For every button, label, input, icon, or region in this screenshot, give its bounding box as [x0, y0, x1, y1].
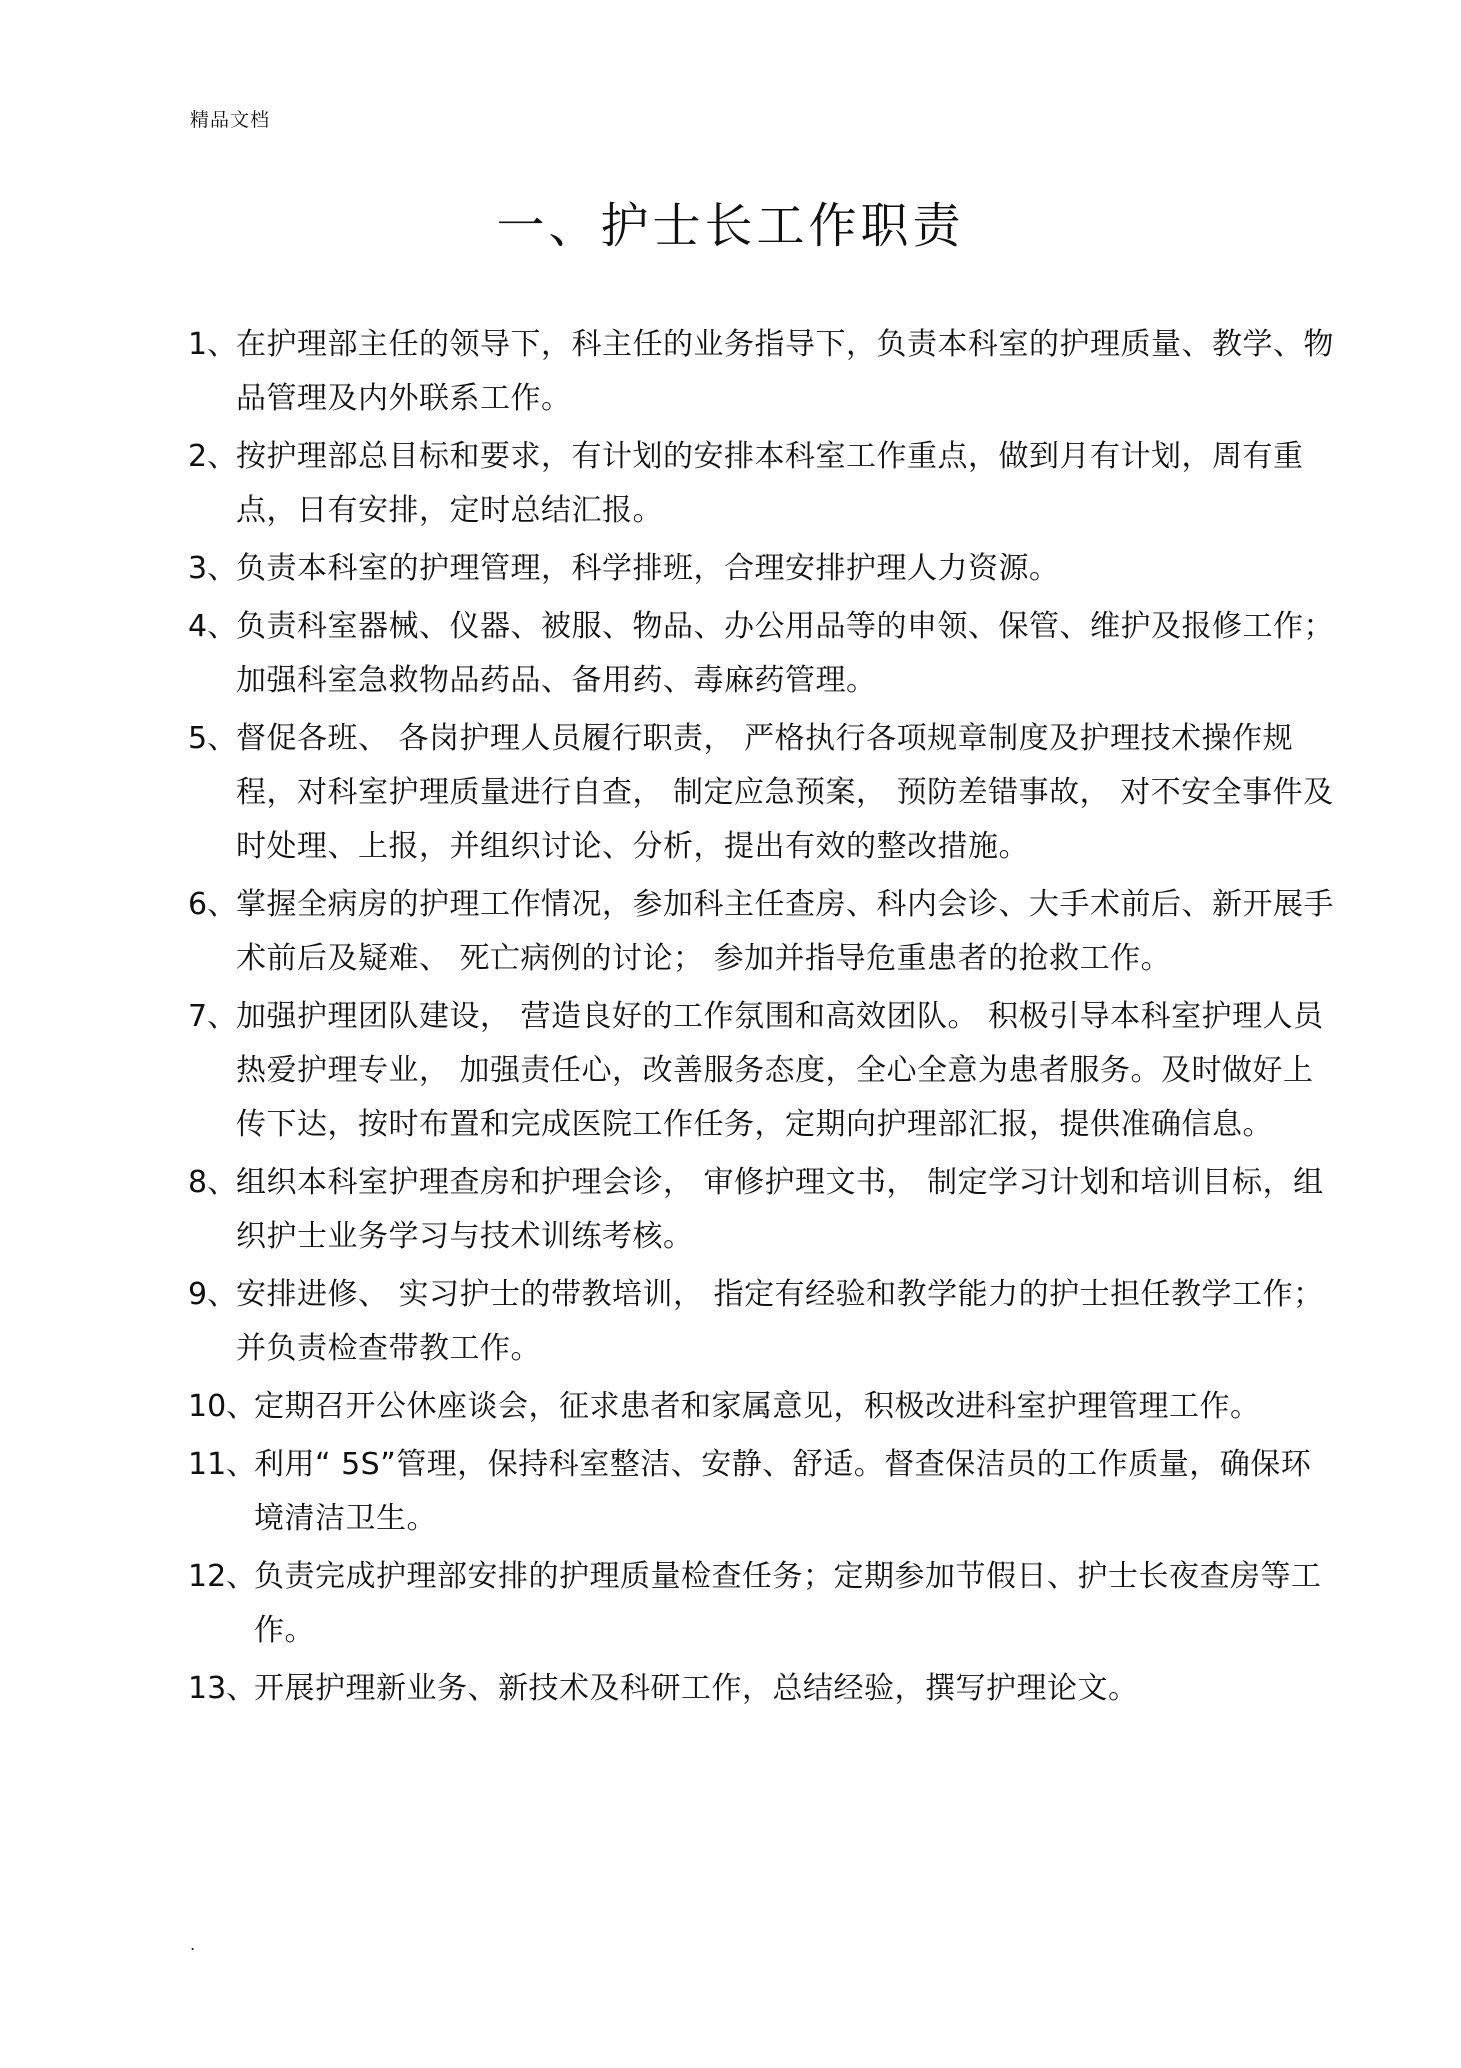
duty-number: 10、: [188, 1389, 257, 1424]
duty-item-9: [188, 1268, 1338, 1376]
duty-text: 开展护理新业务、新技术及科研工作，总结经验，撰写护理论文。: [254, 1671, 1139, 1706]
duty-number: 3、: [188, 551, 238, 586]
duty-text: 组织本科室护理查房和护理会诊， 审修护理文书， 制定学习计划和培训目标，组织护士业务学习与技术训练考核。: [236, 1165, 1324, 1254]
duty-text: 安排进修、 实习护士的带教培训， 指定有经验和教学能力的护士担任教学工作；并负责检查带教工作。: [236, 1277, 1324, 1366]
duty-number: 1、: [188, 327, 238, 362]
duty-text: 定期召开公休座谈会，征求患者和家属意见，积极改进科室护理管理工作。: [254, 1389, 1261, 1424]
footer-mark: .: [190, 1935, 196, 1954]
duty-item-7: [188, 990, 1338, 1152]
duty-number: 6、: [188, 887, 238, 922]
duty-item-8: [188, 1156, 1338, 1264]
duty-text: 加强护理团队建设， 营造良好的工作氛围和高效团队。 积极引导本科室护理人员热爱护理专业， 加强责任心，改善服务态度，全心全意为患者服务。及时做好上传下达，按时布置和完成医院工作任务，定期向护理部汇报，提供准确信息。: [236, 999, 1324, 1142]
duty-number: 7、: [188, 999, 238, 1034]
duty-text: 负责科室器械、仪器、被服、物品、办公用品等的申领、保管、维护及报修工作；加强科室急救物品药品、备用药、毒麻药管理。: [236, 609, 1334, 698]
duty-item-5: [188, 712, 1338, 874]
duty-text: 负责本科室的护理管理，科学排班，合理安排护理人力资源。: [236, 551, 1060, 586]
duty-number: 11、: [188, 1447, 257, 1482]
duty-text: 在护理部主任的领导下，科主任的业务指导下，负责本科室的护理质量、教学、物品管理及内外联系工作。: [236, 327, 1334, 416]
duty-number: 4、: [188, 609, 238, 644]
duty-item-4: [188, 600, 1338, 708]
duty-item-6: [188, 878, 1338, 986]
duty-number: 9、: [188, 1277, 238, 1312]
duty-item-11: [188, 1438, 1338, 1546]
duty-text: 督促各班、 各岗护理人员履行职责， 严格执行各项规章制度及护理技术操作规程，对科室护理质量进行自查， 制定应急预案， 预防差错事故， 对不安全事件及时处理、上报，并组织讨论、分析，提出有效的整改措施。: [236, 721, 1334, 864]
duty-list: [188, 318, 1338, 1720]
duty-item-1: [188, 318, 1338, 426]
document-title: 一、护士长工作职责: [496, 198, 965, 254]
header-label: 精品文档: [190, 109, 271, 131]
duty-text: 利用“ 5S”管理，保持科室整洁、安静、舒适。督查保洁员的工作质量，确保环境清洁卫生。: [254, 1447, 1312, 1536]
duty-number: 12、: [188, 1559, 257, 1594]
duty-text: 按护理部总目标和要求，有计划的安排本科室工作重点，做到月有计划，周有重点，日有安排，定时总结汇报。: [236, 439, 1304, 528]
duty-number: 13、: [188, 1671, 257, 1706]
duty-item-13: [188, 1662, 1338, 1716]
duty-number: 2、: [188, 439, 238, 474]
duty-item-12: [188, 1550, 1338, 1658]
duty-item-10: [188, 1380, 1338, 1434]
duty-text: 掌握全病房的护理工作情况，参加科主任查房、科内会诊、大手术前后、新开展手术前后及疑难、 死亡病例的讨论； 参加并指导危重患者的抢救工作。: [236, 887, 1334, 976]
duty-item-2: [188, 430, 1338, 538]
duty-text: 负责完成护理部安排的护理质量检查任务；定期参加节假日、护士长夜查房等工作。: [254, 1559, 1322, 1648]
duty-item-3: [188, 542, 1338, 596]
duty-number: 8、: [188, 1165, 238, 1200]
duty-number: 5、: [188, 721, 238, 756]
